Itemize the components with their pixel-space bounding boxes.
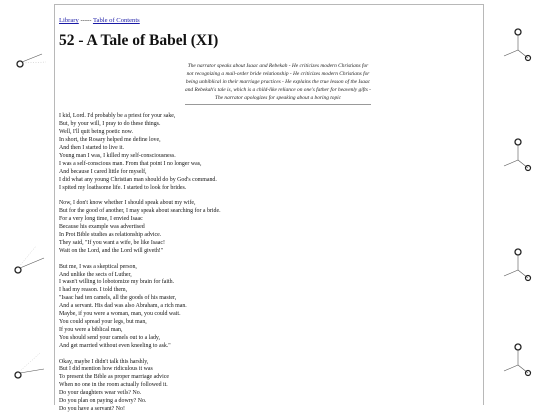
poem-line: But I did mention how ridiculous it was <box>59 366 153 373</box>
poem-line: And then I started to live it. <box>59 145 124 152</box>
poem-line: Now, I don't know whether I should speak about my wife, <box>59 200 196 207</box>
breadcrumb <box>59 17 479 24</box>
poem-line: In Prot Bible studies as relationship advice. <box>59 232 162 239</box>
poem-line: For a very long time, I envied Isaac <box>59 216 143 223</box>
poem-stanza <box>59 200 479 255</box>
poem-line: I did what any young Christian man should do by God's command. <box>59 176 217 183</box>
poem-stanza <box>59 113 479 192</box>
poem-line: "Isaac had ten camels, all the goods of his master, <box>59 295 177 302</box>
poem-line: Okay, maybe I didn't talk this harshly, <box>59 358 149 365</box>
dandelion-ornament-icon <box>492 335 532 375</box>
poem-line: But me, I was a skeptical person, <box>59 263 137 270</box>
poem-line: If you were a biblical man, <box>59 326 123 333</box>
poem-line: I kid, Lord. I'd probably be a priest for your sake, <box>59 113 176 120</box>
poem-line: Because his example was advertised <box>59 224 145 231</box>
dandelion-ornament-icon <box>6 240 46 280</box>
poem-line: And a servant. His dad was also Abraham, a rich man. <box>59 303 187 310</box>
chapter-summary: The narrator speaks about Isaac and Rebekah - He criticizes modern Christians for not recognizing a mail-order bride relationship - He criticizes modern Christians for being unbiblical in their marriage practices - He explains the true lesson of the Isaac and Rebekah's tale is, which is a child-like reliance on one's father for heavenly gifts - The narrator apologizes for speaking about a boring topic <box>185 62 371 105</box>
poem-stanza <box>59 264 479 351</box>
table-of-contents-link[interactable]: Table of Contents <box>92 17 140 24</box>
poem-line: And unlike the sects of Luther, <box>59 271 132 278</box>
poem-line: In short, the Rosary helped me define love, <box>59 137 161 144</box>
poem-line: To present the Bible as proper marriage advice <box>59 374 169 381</box>
library-link[interactable]: Library <box>59 17 79 24</box>
poem-line: But, by your will, I pray to do these things. <box>59 121 161 128</box>
poem-line: You could spread your legs, but man, <box>59 319 147 325</box>
dandelion-ornament-icon <box>8 40 48 80</box>
poem-line: They said, "If you want a wife, be like Isaac! <box>59 239 165 246</box>
poem-line: I spited my loathsome life. I started to look for brides. <box>59 184 187 191</box>
poem-line: And because I cared little for myself, <box>59 168 147 175</box>
poem-line: Well, I'll quit being poetic now. <box>59 129 133 136</box>
poem-line: And get married without even kneeling to ask." <box>59 342 171 349</box>
dandelion-ornament-icon <box>492 20 532 60</box>
poem-line: Wait on the Lord, and the Lord will giveth!" <box>59 247 164 254</box>
poem-line: I was a self-conscious man. From that point I no longer was, <box>59 160 202 167</box>
poem-stanza <box>59 359 479 414</box>
poem-line: I had my reason. I told them, <box>59 287 128 294</box>
dandelion-ornament-icon <box>492 240 532 280</box>
poem-line: Maybe, if you were a woman, man, you could wait. <box>59 311 181 318</box>
poem-line: Do you have a servant? No! <box>59 405 125 412</box>
poem-line: Young man I was, I killed my self-consciousness. <box>59 153 176 159</box>
poem-line: When no one in the room actually followed it. <box>59 382 168 389</box>
poem-line: Do your daughters wear veils? No. <box>59 390 142 397</box>
poem-line: You should send your camels out to a lady, <box>59 334 160 341</box>
poem-line: But for the good of another, I may speak about searching for a bride. <box>59 208 221 215</box>
poem-line: Do you plan on paying a dowry? No. <box>59 398 147 405</box>
dandelion-ornament-icon <box>492 130 532 170</box>
breadcrumb-separator: ----- <box>80 17 92 24</box>
page-title: 52 - A Tale of Babel (XI) <box>59 32 219 49</box>
poem-line: I wasn't willing to lobotomize my brain for faith. <box>59 279 175 286</box>
page-content <box>54 4 484 412</box>
dandelion-ornament-icon <box>6 345 46 385</box>
poem-body <box>59 113 479 413</box>
